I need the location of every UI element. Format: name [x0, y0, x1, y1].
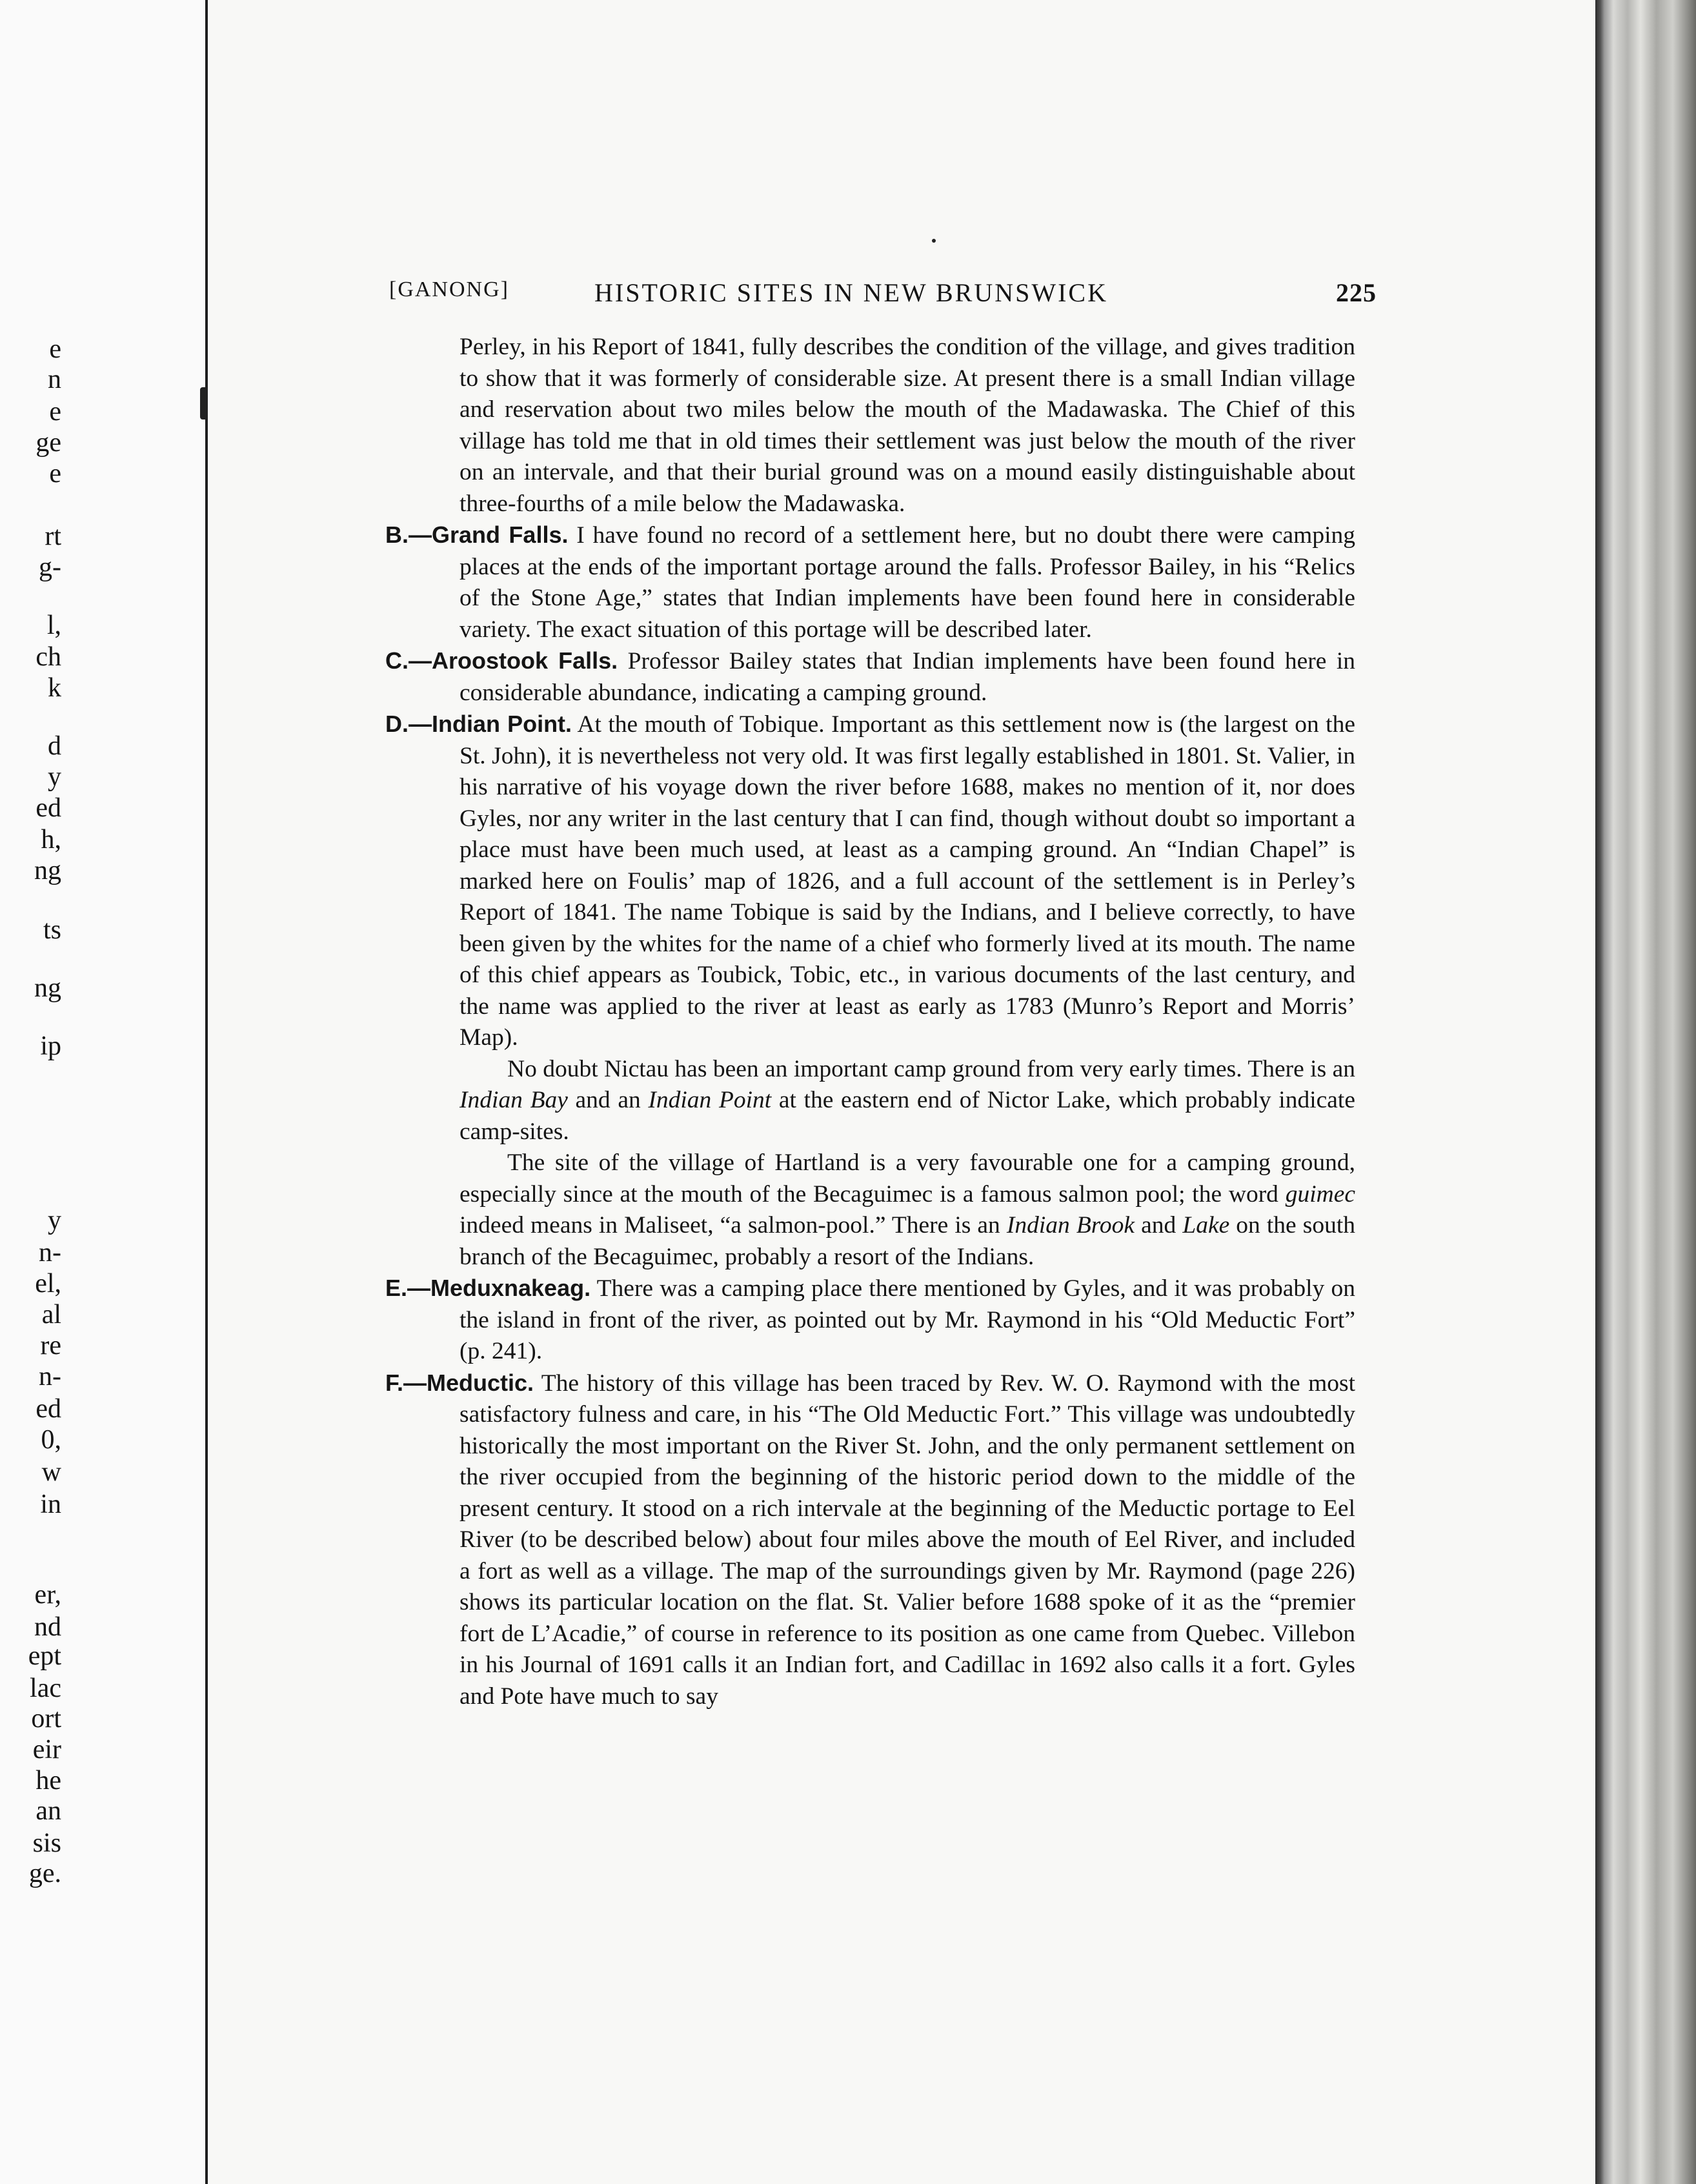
running-head-author: [GANONG]: [389, 278, 509, 301]
facing-page-fragment: d: [48, 731, 61, 761]
running-head-title: HISTORIC SITES IN NEW BRUNSWICK: [594, 278, 1108, 307]
speck: [932, 239, 936, 243]
facing-page-fragment: w: [41, 1457, 61, 1487]
italic-phrase: Indian Point: [648, 1087, 772, 1113]
entry-meductic: [385, 1368, 1355, 1713]
italic-phrase: Lake: [1182, 1212, 1230, 1239]
entry-text: At the mouth of Tobique. Important as this settlement now is (the largest on the St. John), it is nevertheless not very old. It was first legally established in 1801. St. Valier, in his narrative of his voyage down the river before 1688, makes no mention of it, nor does Gyles, nor any writer in the last century that I can find, though without doubt so important a place must have been much used, at least as a camping ground. An “Indian Chapel” is marked here on Foulis’ map of 1826, and a full account of the settlement is in Perley’s Report of 1841. The name Tobique is said by the Indians, and I believe correctly, to have been given by the whites for the name of a chief who formerly lived at its mouth. The name of this chief appears as Toubick, Tobic, etc., in various documents of the last century, and the name was applied to the river at least as early as 1783 (Munro’s Report and Morris’ Map).: [459, 711, 1355, 1051]
facing-page-fragment: ge.: [28, 1859, 61, 1888]
entry-text: There was a camping place there mentioned by Gyles, and it was probably on the island in front of the river, as pointed out by Mr. Raymond in his “Old Meductic Fort” (p. 241).: [459, 1275, 1355, 1364]
entry-text: I have found no record of a settlement here, but no doubt there were camping places at the ends of the important portage around the falls. Professor Bailey, in his “Relics of the Stone Age,” states that Indian implements have been found here in considerable variety. The exact situation of this portage will be described later.: [459, 522, 1355, 643]
facing-page-fragment: ng: [34, 973, 61, 1003]
facing-page-fragment: an: [35, 1796, 61, 1826]
facing-page-fragment: e: [49, 334, 61, 364]
facing-page-fragment: al: [41, 1300, 61, 1330]
facing-page-fragment: ge: [35, 428, 61, 458]
italic-phrase: Indian Brook: [1006, 1212, 1135, 1239]
facing-page-fragment: ch: [35, 642, 61, 672]
facing-page-fragment: ort: [31, 1704, 61, 1734]
body-text: [385, 332, 1356, 1712]
entry-grand-falls: [385, 520, 1355, 645]
facing-page-fragment: ept: [28, 1641, 61, 1671]
facing-page-fragment: el,: [35, 1269, 61, 1299]
entry-heading: C.—Aroostook Falls.: [385, 647, 618, 674]
paragraph-nictau: No doubt Nictau has been an important camp ground from very early times. There is an Indian Bay and an Indian Point at the eastern end of Nictor Lake, which probably indicate camp-sites.: [459, 1055, 1355, 1145]
entry-meduxnakeag: [385, 1273, 1355, 1368]
italic-phrase: guimec: [1285, 1180, 1355, 1208]
facing-page-fragment: ng: [34, 856, 61, 885]
paragraph-perley: Perley, in his Report of 1841, fully describes the condition of the village, and gives tradition to show that it was formerly of considerable size. At present there is a small Indian village and reservation about two miles below the mouth of the Madawaska. The Chief of this village has told me that in old times their settlement was just below the mouth of the river on an intervale, and that their burial ground was on a mound easily distinguishable about three-fourths of a mile below the Madawaska.: [459, 334, 1355, 517]
facing-page-fragment: e: [49, 397, 61, 427]
paragraph-hartland: The site of the village of Hartland is a very favourable one for a camping ground, especially since at the mouth of the Becaguimec is a famous salmon pool; the word guimec indeed means in Maliseet, “a salmon-pool.” There is an Indian Brook and Lake on the south branch of the Becaguimec, probably a resort of the Indians.: [459, 1149, 1355, 1270]
entry-heading: F.—Meductic.: [385, 1369, 534, 1396]
book-page-edges: [1595, 0, 1696, 2184]
facing-page-fragment: e: [49, 459, 61, 489]
facing-page-fragment: nd: [34, 1612, 61, 1642]
facing-page-fragment: sis: [32, 1828, 61, 1858]
facing-page-fragment: k: [48, 673, 61, 703]
facing-page-fragment: n-: [39, 1362, 61, 1391]
facing-page-fragment: ip: [40, 1031, 61, 1061]
facing-page-fragment: he: [35, 1766, 61, 1795]
facing-page-fragment: n-: [39, 1238, 61, 1268]
entry-indian-point: [385, 709, 1355, 1054]
facing-page-fragment: in: [40, 1490, 61, 1519]
entry-heading: D.—Indian Point.: [385, 711, 572, 737]
italic-phrase: Indian Bay: [459, 1087, 568, 1113]
facing-page-fragment: g-: [39, 552, 61, 582]
facing-page-fragment: ed: [35, 793, 61, 823]
running-head: [389, 278, 1377, 316]
facing-page-fragment: eir: [32, 1735, 61, 1764]
entry-aroostook-falls: [385, 645, 1356, 709]
facing-page-fragment: n: [48, 365, 61, 394]
facing-page-fragment: y: [48, 1206, 61, 1235]
entry-heading: E.—Meduxnakeag.: [385, 1275, 591, 1301]
page-number: 225: [1336, 278, 1377, 307]
facing-page-fragment: ed: [35, 1394, 61, 1424]
facing-page-fragment: lac: [30, 1673, 61, 1703]
entry-text: The history of this village has been traced by Rev. W. O. Raymond with the most satisfactory fulness and care, in his “The Old Meductic Fort.” This village was undoubtedly historically the most important on the River St. John, and the only permanent settlement on the river occupied from the beginning of the historic period down to the middle of the present century. It stood on a rich intervale at the beginning of the Meductic portage to Eel River (to be described below) about four miles above the mouth of Eel River, and included a fort as well as a village. The map of the surroundings given by Mr. Raymond (page 226) shows its particular location on the flat. St. Valier before 1688 spoke of it as the “premier fort de L’Acadie,” of course in reference to its position as one came from Quebec. Villebon in his Journal of 1691 calls it an Indian fort, and Cadillac in 1692 also calls it a fort. Gyles and Pote have much to say: [459, 1370, 1355, 1710]
facing-page-fragment: 0,: [41, 1425, 61, 1455]
facing-page-fragment: ts: [43, 915, 61, 945]
facing-page-fragment: re: [40, 1331, 61, 1360]
facing-page-fragment: er,: [34, 1580, 61, 1610]
facing-page-fragment: y: [48, 762, 61, 792]
facing-page-fragment: rt: [45, 521, 61, 551]
facing-page-fragment: h,: [41, 825, 61, 854]
entry-heading: B.—Grand Falls.: [385, 521, 569, 548]
facing-page-fragment: l,: [46, 611, 61, 640]
entry-text: Professor Bailey states that Indian implements have been found here in considerable abundance, indicating a camping ground.: [459, 648, 1356, 706]
facing-page-margin: [0, 0, 208, 2184]
